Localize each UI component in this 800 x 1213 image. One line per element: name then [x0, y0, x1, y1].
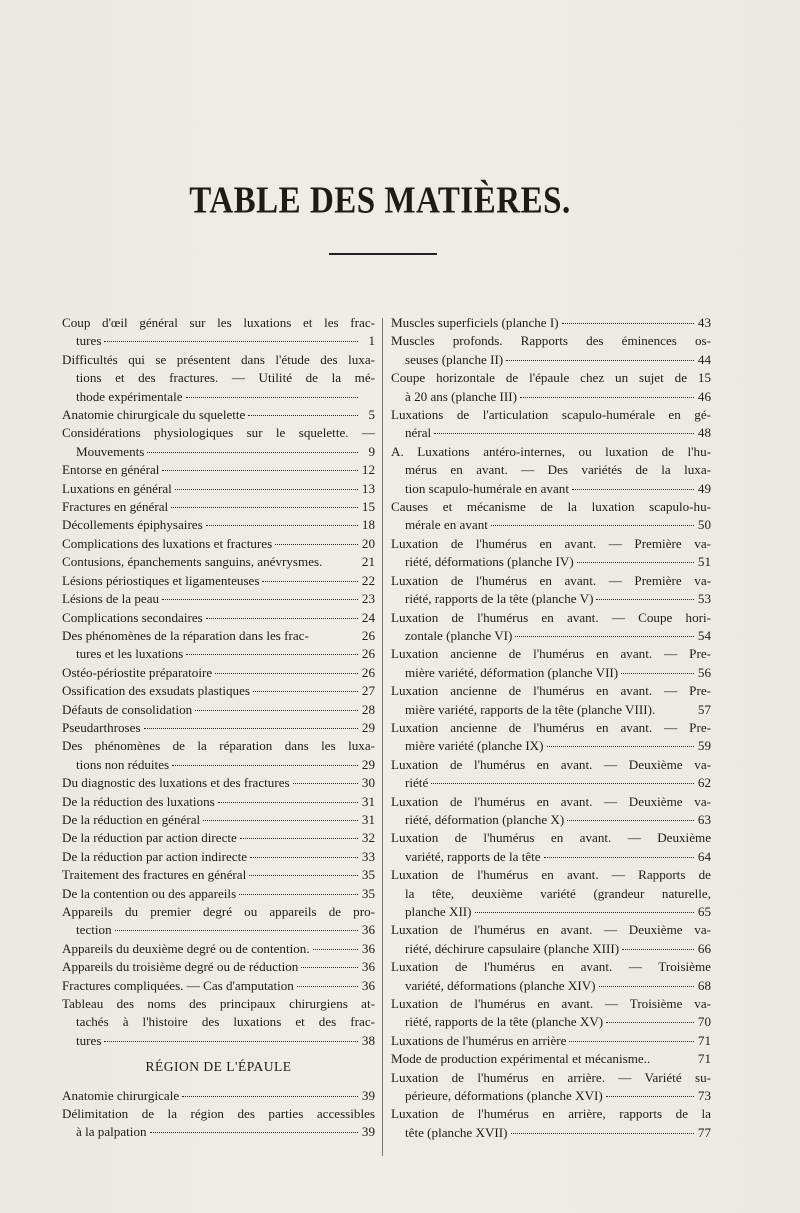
- toc-entry: [62, 977, 375, 995]
- toc-entry: [62, 480, 375, 498]
- toc-entry: [391, 1105, 711, 1123]
- toc-entry-text: Anatomie chirurgicale du squelette: [62, 407, 246, 423]
- toc-entry-text: périeure, déformations (planche XVI): [405, 1088, 603, 1104]
- dot-leader: [606, 1096, 694, 1097]
- toc-entry-text: tection: [76, 922, 112, 938]
- page-number: 70: [697, 1014, 711, 1030]
- page-number: 32: [361, 830, 375, 846]
- toc-entry-text: Luxations de l'humérus en arrière: [391, 1032, 567, 1048]
- dot-leader: [621, 673, 694, 674]
- dot-leader: [253, 691, 358, 692]
- toc-entry: [62, 811, 375, 829]
- toc-entry-text: Des phénomènes de la réparation dans les luxa-: [62, 738, 375, 754]
- dot-leader: [434, 433, 694, 434]
- dot-leader: [144, 728, 358, 729]
- toc-entry-text: Fractures compliquées. — Cas d'amputation: [62, 977, 294, 993]
- page-number: 31: [361, 793, 375, 809]
- toc-entry: [62, 885, 375, 903]
- toc-entry-text: planche XII): [405, 904, 472, 919]
- dot-leader: [547, 746, 695, 747]
- dot-leader: [569, 1041, 694, 1042]
- toc-entry: [62, 609, 375, 627]
- toc-entry-text: Mouvements: [76, 443, 145, 459]
- toc-entry: [391, 590, 711, 608]
- page-number: 36: [361, 922, 375, 938]
- page-number: 35: [361, 867, 375, 883]
- section-heading: RÉGION DE L'ÉPAULE: [145, 1059, 292, 1075]
- toc-entry-text: Luxation de l'humérus en avant. — Deuxième va-: [391, 756, 711, 772]
- toc-entry: [62, 443, 375, 461]
- dot-leader: [104, 341, 358, 342]
- toc-entry-text: Traitement des fractures en général: [62, 867, 247, 883]
- toc-entry: [62, 590, 375, 608]
- dot-leader: [250, 857, 358, 858]
- dot-leader: [240, 838, 358, 839]
- toc-entry: [62, 535, 375, 553]
- toc-entry: [62, 793, 375, 811]
- toc-entry-text: à 20 ans (planche III): [405, 388, 517, 404]
- dot-leader: [506, 360, 694, 361]
- toc-entry-text: Luxation de l'humérus en avant. — Troisième: [391, 959, 711, 975]
- toc-entry: [62, 995, 375, 1013]
- toc-entry: [62, 1087, 375, 1105]
- toc-entry-text: Luxation de l'humérus en avant. — Rapports de: [391, 867, 711, 883]
- toc-entry: [62, 332, 375, 350]
- page-number: 5: [368, 407, 375, 423]
- toc-entry: [391, 461, 711, 479]
- page-number: 13: [361, 480, 375, 496]
- toc-entry-text: Luxation de l'humérus en avant. — Première va-: [391, 535, 711, 551]
- page-number: 29: [361, 756, 375, 772]
- toc-entry: [391, 369, 711, 387]
- dot-leader: [206, 618, 358, 619]
- toc-entry-text: riété, déchirure capsulaire (planche XIII): [405, 940, 620, 956]
- toc-entry: [391, 719, 711, 737]
- toc-entry-text: Luxation de l'humérus en avant. — Coupe hori-: [391, 609, 711, 625]
- toc-entry-text: tures: [76, 333, 102, 349]
- toc-entry-text: mérus en avant. — Des variétés de la luxa-: [405, 462, 711, 478]
- toc-entry-text: Pseudarthroses: [62, 719, 141, 735]
- toc-entry: [62, 645, 375, 663]
- toc-entry-text: Luxation de l'humérus en avant. — Troisième va-: [391, 996, 711, 1012]
- toc-entry: [391, 332, 711, 350]
- dot-leader: [218, 802, 358, 803]
- dot-leader: [297, 986, 358, 987]
- toc-entry-text: tachés à l'histoire des luxations et des frac-: [76, 1014, 375, 1030]
- toc-entry-text: Complications des luxations et fractures: [62, 535, 273, 551]
- title-rule: [329, 253, 437, 255]
- page-number: 39: [361, 1124, 375, 1140]
- toc-entry: [391, 406, 711, 424]
- toc-entry-text: Luxation ancienne de l'humérus en avant. — Pre-: [391, 683, 711, 699]
- page-number: 44: [697, 351, 711, 367]
- toc-entry-text: A. Luxations antéro-internes, ou luxation de l'hu-: [391, 443, 711, 459]
- dot-leader: [215, 673, 358, 674]
- toc-entry: [391, 682, 711, 700]
- toc-entry-text: Lésions périostiques et ligamenteuses: [62, 572, 260, 588]
- dot-leader: [475, 912, 694, 913]
- toc-column-left: [62, 314, 375, 1142]
- toc-entry-text: tures: [76, 1032, 102, 1048]
- toc-entry: [62, 719, 375, 737]
- dot-leader: [186, 397, 358, 398]
- dot-leader: [182, 1096, 358, 1097]
- toc-entry-text: Muscles superficiels (planche I): [391, 315, 559, 330]
- dot-leader: [249, 875, 358, 876]
- toc-entry: [62, 701, 375, 719]
- toc-entry: [391, 1032, 711, 1050]
- toc-entry-text: Ossification des exsudats plastiques: [62, 683, 251, 699]
- page-number: 65: [697, 904, 711, 919]
- toc-entry-text: Luxation de l'humérus en arrière, rapports de la: [391, 1106, 711, 1122]
- page-number: 51: [697, 554, 711, 570]
- toc-entry-text: De la réduction par action directe: [62, 830, 237, 846]
- toc-entry-text: Luxation de l'humérus en avant. — Deuxième va-: [391, 922, 711, 938]
- toc-entry-text: seuses (planche II): [405, 351, 504, 367]
- dot-leader: [203, 820, 358, 821]
- page-number: 1: [368, 333, 375, 349]
- toc-entry: [391, 958, 711, 976]
- dot-leader: [104, 1041, 358, 1042]
- page-number: 50: [697, 517, 711, 533]
- page-number: 22: [361, 572, 375, 588]
- page-number: 26: [361, 664, 375, 680]
- toc-entry: [62, 498, 375, 516]
- toc-entry-text: Coup d'œil général sur les luxations et les frac-: [62, 315, 375, 330]
- toc-entry-text: riété, déformations (planche IV): [405, 554, 574, 570]
- dot-leader: [606, 1022, 694, 1023]
- toc-entry: [391, 866, 711, 884]
- toc-entry-text: Délimitation de la région des parties accessibles: [62, 1106, 375, 1122]
- dot-leader: [186, 654, 358, 655]
- toc-entry: [391, 314, 711, 332]
- page-title: TABLE DES MATIÈRES.: [189, 180, 571, 222]
- toc-entry: [62, 388, 375, 406]
- page-number: 30: [361, 775, 375, 791]
- dot-leader: [195, 710, 358, 711]
- page-number: 64: [697, 848, 711, 864]
- page-number: 68: [697, 977, 711, 993]
- toc-entry: [391, 351, 711, 369]
- toc-entry: [62, 1032, 375, 1050]
- toc-entry-text: Appareils du troisième degré ou de réduction: [62, 959, 299, 975]
- page-number: 63: [697, 811, 711, 827]
- toc-entry-text: Considérations physiologiques sur le squelette. —: [62, 425, 375, 441]
- dot-leader: [301, 967, 358, 968]
- toc-entry-text: Défauts de consolidation: [62, 701, 193, 717]
- toc-entry: [391, 829, 711, 847]
- page-number: 56: [697, 664, 711, 680]
- toc-entry-text: tions et des fractures. — Utilité de la mé-: [76, 370, 375, 386]
- toc-entry-text: Muscles profonds. Rapports des éminences os-: [391, 333, 711, 349]
- toc-entry: [391, 664, 711, 682]
- dot-leader: [313, 949, 358, 950]
- column-divider: [382, 318, 383, 1156]
- toc-entry-text: Tableau des noms des principaux chirurgiens at-: [62, 996, 375, 1012]
- toc-entry-text: Luxation de l'humérus en avant. — Deuxième va-: [391, 793, 711, 809]
- dot-leader: [206, 525, 358, 526]
- toc-entry: [62, 774, 375, 792]
- dot-leader: [431, 783, 694, 784]
- toc-entry: [62, 572, 375, 590]
- toc-entry-text: la tête, deuxième variété (grandeur naturelle,: [405, 885, 711, 901]
- toc-entry-text: Luxation ancienne de l'humérus en avant. — Pre-: [391, 646, 711, 662]
- page-number: 20: [361, 535, 375, 551]
- page-number: 59: [697, 738, 711, 754]
- toc-entry: [391, 498, 711, 516]
- toc-entry: [62, 314, 375, 332]
- page-number: 43: [697, 315, 711, 330]
- toc-entry-text: Contusions, épanchements sanguins, anévrysmes.: [62, 554, 323, 570]
- toc-entry: [391, 811, 711, 829]
- toc-entry: [62, 737, 375, 755]
- page-number: 24: [361, 609, 375, 625]
- toc-entry-text: Complications secondaires: [62, 609, 203, 625]
- toc-entry-text: tion scapulo-humérale en avant: [405, 480, 569, 496]
- toc-entry: [62, 461, 375, 479]
- toc-entry-text: Ostéo-périostite préparatoire: [62, 664, 213, 680]
- toc-entry-text: riété, rapports de la tête (planche V): [405, 591, 594, 607]
- toc-entry: [391, 903, 711, 921]
- page-number: 36: [361, 959, 375, 975]
- toc-entry: [62, 516, 375, 534]
- toc-entry-text: Des phénomènes de la réparation dans les frac-: [62, 627, 309, 643]
- toc-entry: [391, 645, 711, 663]
- page-number: 36: [361, 940, 375, 956]
- toc-entry-text: Luxations de l'articulation scapulo-humérale en gé-: [391, 407, 711, 423]
- toc-entry-text: variété, déformations (planche XIV): [405, 977, 596, 993]
- toc-entry: [62, 424, 375, 442]
- toc-entry-text: Difficultés qui se présentent dans l'étude des luxa-: [62, 351, 375, 367]
- toc-entry: [391, 701, 711, 719]
- toc-entry-text: mérale en avant: [405, 517, 488, 533]
- toc-entry: [62, 848, 375, 866]
- page-number: 57: [697, 701, 711, 717]
- toc-entry-text: Luxation de l'humérus en arrière. — Variété su-: [391, 1069, 711, 1085]
- toc-entry: [391, 480, 711, 498]
- toc-entry: [391, 553, 711, 571]
- toc-entry-text: Coupe horizontale de l'épaule chez un sujet de 15: [391, 370, 711, 386]
- toc-entry: [391, 774, 711, 792]
- dot-leader: [239, 894, 358, 895]
- dot-leader: [562, 323, 694, 324]
- page-number: 23: [361, 591, 375, 607]
- page-number: 38: [361, 1032, 375, 1048]
- dot-leader: [577, 562, 694, 563]
- page-number: 27: [361, 683, 375, 699]
- toc-entry: [391, 737, 711, 755]
- toc-entry-text: Luxation de l'humérus en avant. — Deuxième: [391, 830, 711, 846]
- toc-entry: [62, 369, 375, 387]
- toc-entry: [391, 1050, 711, 1068]
- toc-entry: [391, 793, 711, 811]
- dot-leader: [248, 415, 358, 416]
- toc-entry: [62, 351, 375, 369]
- page-number: 18: [361, 517, 375, 533]
- dot-leader: [572, 489, 694, 490]
- page-number: 26: [361, 646, 375, 662]
- toc-entry-text: à la palpation: [76, 1124, 147, 1140]
- toc-entry-text: variété, rapports de la tête: [405, 848, 541, 864]
- toc-entry: [391, 627, 711, 645]
- toc-entry: [62, 940, 375, 958]
- page-number: 71: [697, 1032, 711, 1048]
- toc-entry: [391, 443, 711, 461]
- toc-entry: [391, 1013, 711, 1031]
- toc-entry-text: De la réduction en général: [62, 811, 201, 827]
- page-number: 48: [697, 425, 711, 441]
- toc-entry: [62, 627, 375, 645]
- toc-entry: [62, 958, 375, 976]
- toc-entry: [391, 885, 711, 903]
- toc-entry: [391, 1069, 711, 1087]
- toc-column-right: [391, 314, 711, 1142]
- page-number: 33: [361, 848, 375, 864]
- toc-entry: [391, 995, 711, 1013]
- toc-entry: [391, 921, 711, 939]
- toc-entry-text: Anatomie chirurgicale: [62, 1087, 180, 1103]
- toc-entry: [391, 535, 711, 553]
- dot-leader: [262, 581, 358, 582]
- toc-entry: [62, 406, 375, 424]
- page-number: 62: [697, 775, 711, 791]
- dot-leader: [171, 507, 358, 508]
- toc-entry-text: mière variété (planche IX): [405, 738, 544, 754]
- page-number: 77: [697, 1124, 711, 1140]
- dot-leader: [115, 930, 358, 931]
- page-number: 36: [361, 977, 375, 993]
- page-number: 26: [361, 627, 375, 643]
- dot-leader: [293, 783, 358, 784]
- toc-entry-text: Décollements épiphysaires: [62, 517, 203, 533]
- toc-entry-text: riété: [405, 775, 429, 791]
- dot-leader: [515, 636, 694, 637]
- dot-leader: [147, 452, 358, 453]
- toc-entry: [62, 682, 375, 700]
- dot-leader: [162, 599, 358, 600]
- toc-entry-text: Lésions de la peau: [62, 591, 160, 607]
- toc-entry-text: Luxations en général: [62, 480, 172, 496]
- toc-entry-text: Luxation ancienne de l'humérus en avant. — Pre-: [391, 719, 711, 735]
- toc-entry: [391, 1124, 711, 1142]
- toc-entry-text: riété, rapports de la tête (planche XV): [405, 1014, 604, 1030]
- toc-entry-text: Fractures en général: [62, 499, 169, 515]
- toc-entry: [62, 1105, 375, 1123]
- toc-entry: [391, 756, 711, 774]
- toc-entry: [62, 866, 375, 884]
- dot-leader: [520, 397, 694, 398]
- toc-entry: [391, 1087, 711, 1105]
- toc-entry-text: Du diagnostic des luxations et des fractures: [62, 775, 290, 791]
- toc-entry-text: riété, déformation (planche X): [405, 811, 565, 827]
- page-number: 39: [361, 1087, 375, 1103]
- page-number: 31: [361, 811, 375, 827]
- page-number: 46: [697, 388, 711, 404]
- toc-entry: [391, 977, 711, 995]
- toc-entry: [62, 921, 375, 939]
- toc-entry-text: Appareils du deuxième degré ou de contention.: [62, 940, 310, 956]
- toc-entry: [62, 829, 375, 847]
- page-number: 28: [361, 701, 375, 717]
- page-number: 21: [361, 554, 375, 570]
- toc-entry: [391, 940, 711, 958]
- page-number: 29: [361, 719, 375, 735]
- dot-leader: [544, 857, 694, 858]
- toc-entry-text: Mode de production expérimental et mécanisme..: [391, 1051, 651, 1067]
- toc-entry: [62, 1123, 375, 1141]
- toc-entry: [62, 756, 375, 774]
- toc-entry: [62, 1013, 375, 1031]
- page-number: 9: [368, 443, 375, 459]
- toc-entry-text: thode expérimentale: [76, 388, 183, 404]
- page-number: 54: [697, 627, 711, 643]
- toc-entry: [391, 388, 711, 406]
- page-number: 71: [697, 1051, 711, 1067]
- dot-leader: [596, 599, 694, 600]
- toc-entry-text: De la contention ou des appareils: [62, 885, 237, 901]
- page-number: 15: [361, 499, 375, 515]
- toc-entry: [62, 903, 375, 921]
- page-number: 53: [697, 591, 711, 607]
- toc-entry-text: De la réduction par action indirecte: [62, 848, 248, 864]
- dot-leader: [275, 544, 358, 545]
- page-number: 35: [361, 885, 375, 901]
- toc-entry: [391, 848, 711, 866]
- dot-leader: [150, 1132, 358, 1133]
- dot-leader: [162, 470, 358, 471]
- toc-entry-text: tions non réduites: [76, 756, 170, 772]
- toc-entry-text: mière variété, rapports de la tête (planche VIII).: [405, 701, 656, 717]
- dot-leader: [172, 765, 358, 766]
- dot-leader: [622, 949, 694, 950]
- dot-leader: [175, 489, 358, 490]
- page-number: 12: [361, 462, 375, 478]
- toc-entry: [62, 664, 375, 682]
- toc-entry: [391, 572, 711, 590]
- dot-leader: [599, 986, 694, 987]
- toc-entry-text: néral: [405, 425, 432, 441]
- toc-entry-text: tête (planche XVII): [405, 1124, 508, 1140]
- toc-entry-text: Luxation de l'humérus en avant. — Première va-: [391, 572, 711, 588]
- page-number: 73: [697, 1088, 711, 1104]
- dot-leader: [511, 1133, 694, 1134]
- toc-entry: [391, 516, 711, 534]
- page-number: 49: [697, 480, 711, 496]
- page-number: 66: [697, 940, 711, 956]
- toc-entry-text: mière variété, déformation (planche VII): [405, 664, 619, 680]
- dot-leader: [491, 525, 694, 526]
- toc-entry-text: De la réduction des luxations: [62, 793, 215, 809]
- toc-entry: [391, 609, 711, 627]
- toc-entry-text: Entorse en général: [62, 462, 160, 478]
- toc-entry-text: tures et les luxations: [76, 646, 184, 662]
- toc-entry: [62, 553, 375, 571]
- toc-entry-text: Appareils du premier degré ou appareils de pro-: [62, 904, 375, 919]
- dot-leader: [567, 820, 694, 821]
- toc-entry-text: zontale (planche VI): [405, 627, 513, 643]
- toc-entry-text: Causes et mécanisme de la luxation scapulo-hu-: [391, 499, 711, 515]
- toc-entry: [391, 424, 711, 442]
